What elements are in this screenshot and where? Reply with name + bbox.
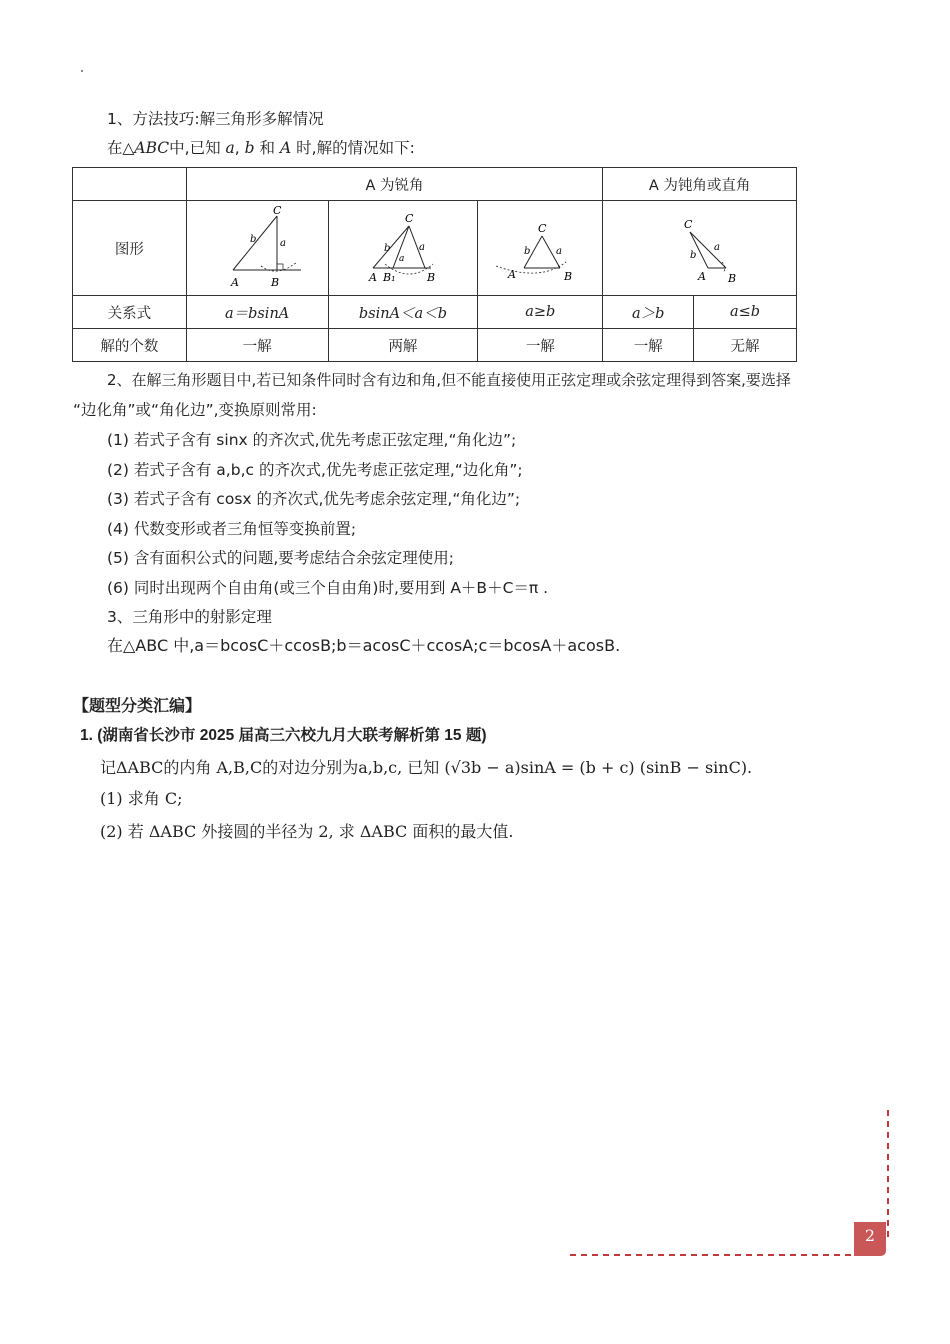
label-b: b <box>250 234 257 245</box>
label-b: b <box>689 250 697 261</box>
relation-4: a＞b <box>603 296 694 329</box>
label-A: A <box>231 276 240 289</box>
question-part-2: (2) 若 ΔABC 外接圆的半径为 2, 求 ΔABC 面积的最大值. <box>100 822 514 841</box>
question-part-1: (1) 求角 C; <box>100 789 183 808</box>
label-A: A <box>508 268 517 281</box>
label-a: a <box>418 242 425 253</box>
rule-5: (5) 含有面积公式的问题,要考虑结合余弦定理使用; <box>107 549 455 567</box>
question-stem: 记ΔABC的内角 A,B,C的对边分别为a,b,c, 已知 (√3b − a)sinA = (b + c) (sinB − sinC). <box>100 758 753 777</box>
row-label-count: 解的个数 <box>73 329 187 362</box>
page-number: 2 <box>864 1226 876 1245</box>
relation-5: a≤b <box>694 296 797 329</box>
section-title: 【题型分类汇编】 <box>73 696 202 715</box>
rule-4: (4) 代数变形或者三角恒等变换前置; <box>107 520 357 538</box>
label-B: B <box>727 272 736 285</box>
part3-heading: 3、三角形中的射影定理 <box>107 608 272 626</box>
relation-1: a＝bsinA <box>186 296 328 329</box>
relation-3: a≥b <box>478 296 603 329</box>
part1-heading: 1、方法技巧:解三角形多解情况 <box>107 110 324 128</box>
row-label-relation: 关系式 <box>73 296 187 329</box>
label-a-inner: a <box>398 254 405 264</box>
part2-intro-line2: “边化角”或“角化边”,变换原则常用: <box>73 401 317 419</box>
label-A: A <box>697 270 706 283</box>
rule-6: (6) 同时出现两个自由角(或三个自由角)时,要用到 A＋B＋C＝π . <box>107 579 549 597</box>
label-C: C <box>538 222 547 235</box>
label-B: B <box>426 271 436 284</box>
question-header: 1. (湖南省长沙市 2025 届高三六校九月大联考解析第 15 题) <box>80 727 487 744</box>
count-3: 一解 <box>478 329 603 362</box>
rule-2: (2) 若式子含有 a,b,c 的齐次式,优先考虑正弦定理,“边化角”; <box>107 461 523 479</box>
header-obtuse: A 为钝角或直角 <box>603 168 797 201</box>
label-A: A <box>368 271 377 284</box>
count-2: 两解 <box>328 329 478 362</box>
projection-formula: 在△ABC 中,a＝bcosC＋ccosB;b＝acosC＋ccosA;c＝bcosA＋acosB. <box>107 636 621 655</box>
rule-3: (3) 若式子含有 cosx 的齐次式,优先考虑余弦定理,“角化边”; <box>107 490 521 508</box>
label-C: C <box>404 212 414 225</box>
label-a: a <box>280 238 287 249</box>
relation-2: bsinA＜a＜b <box>328 296 478 329</box>
count-1: 一解 <box>186 329 328 362</box>
count-5: 无解 <box>694 329 797 362</box>
label-a: a <box>556 246 563 257</box>
label-b: b <box>524 246 531 257</box>
label-B1: B₁ <box>382 271 396 284</box>
label-C: C <box>683 218 693 231</box>
count-4: 一解 <box>603 329 694 362</box>
header-acute: A 为锐角 <box>186 168 603 201</box>
row-label-figure: 图形 <box>73 201 187 296</box>
label-B: B <box>271 276 280 289</box>
part1-intro: 在△ABC中,已知 a, b 和 A 时,解的情况如下: <box>107 139 415 157</box>
label-C: C <box>273 206 282 217</box>
label-a: a <box>713 242 720 253</box>
label-b: b <box>383 243 391 254</box>
part2-intro-line1: 2、在解三角形题目中,若已知条件同时含有边和角,但不能直接使用正弦定理或余弦定理得到答案,要选择 <box>107 371 791 389</box>
rule-1: (1) 若式子含有 sinx 的齐次式,优先考虑正弦定理,“角化边”; <box>107 431 517 449</box>
label-B: B <box>564 270 573 283</box>
